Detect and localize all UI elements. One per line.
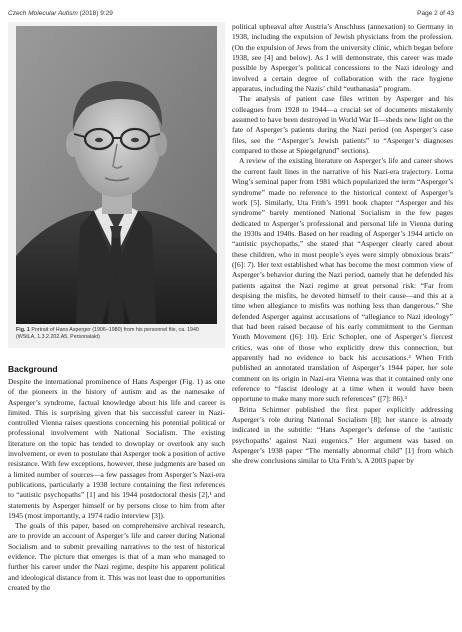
portrait-photo [16, 26, 217, 324]
figure-1 [8, 22, 225, 348]
running-head [8, 8, 454, 20]
portrait-illustration [16, 26, 217, 324]
figure-caption [16, 327, 217, 341]
paragraph: The goals of this paper, based on comprehensive archival research, are to provide an account of Asperger’s life and career during National Socialism and to submit prevailing narratives to the test of historical evidence. The picture that emerges is that of a man who managed to further his career under the Nazi regime, despite his apparent political and ideological distance from it. This was not least due to opportunities created by the [8, 521, 225, 592]
paragraph: Britta Schirmer published the first paper explicitly addressing Asperger’s role during National Socialism [8]; her stance is already indicated in the subtitle: “Hans Asperger’s defense of the ‘autistic psychopaths’ against Nazi eugenics.” Her argument was based on Asperger’s 1938 paper “The mentally abnormal child” [1] from which she drew conclusions similar to Uta Frith’s. A 2003 paper by [232, 404, 453, 466]
journal-name: Czech Molecular Autism [8, 10, 78, 17]
figure-caption-text: Portrait of Hans Asperger (1906–1980) from his personnel file, ca. 1940 (WStLA, 1.3.2.202.A5, Personalakt) [16, 327, 199, 341]
paragraph: Despite the international prominence of Hans Asperger (Fig. 1) as one of the pioneers in the history of autism and as the namesake of Asperger’s syndrome, factual knowledge about his life and career is limited. This is surprising given that his successful career in Nazi-controlled Vienna raises questions concerning his potential political or professional involvement with National Socialism. The existing literature on the topic has tended to downplay or overlook any such involvement, or even to postulate that Asperger took a position of active resistance. With few exceptions, however, these judgments are based on a limited number of sources—a few passages from Asperger’s Nazi-era publications, particularly a 1938 lecture containing the first references to “autistic psychopaths” [1] and his 1944 postdoctoral thesis [2],¹ and statements by Asperger himself or by persons close to him from after 1945 (most importantly, a 1974 radio interview [3]). [8, 377, 225, 520]
citation: (2018) 9:29 [79, 10, 113, 17]
paragraph: A review of the existing literature on Asperger’s life and career shows the current fault lines in the narrative of his Nazi-era trajectory. Lorna Wing’s seminal paper from 1981 which popularized the term “Asperger’s syndrome” made no reference to the historical context of Asperger’s work [5]. Similarly, Uta Frith’s 1991 book chapter “Asperger and his syndrome” barely mentioned National Socialism in the few pages dedicated to Asperger’s professional and personal life in Vienna during the 1930s and 1940s. Based on her reading of Asperger’s 1944 article on “autistic psychopaths,” she stated that “Asperger clearly cared about these children, who in most people’s eyes were simply obnoxious brats” ([6]: 7). Her text established what has become the most common view of Asperger’s behavior during the Nazi period, namely that he defended his patients against the Nazi regime at great personal risk: “Far from despising the misfits, he devoted himself to their cause—and this at a time when allegiance to misfits was nothing less than dangerous.” She defended Asperger against accusations of “allegiance to Nazi ideology” that had been raised because of his early commitment to the German Youth Movement ([6]: 10). Eric Schopler, one of Asperger’s fiercest critics, was one of those who explicitly drew this connection, but apparently had no evidence to back his accusations.² When Frith published an annotated translation of Asperger’s 1944 paper, her sole comment on its origin in Nazi-era Vienna was that it contained only one reference to “fascist ideology at a time when it would have been opportune to make many more such references” ([7]: 86).³ [232, 156, 453, 404]
paragraph: The analysis of patient case files written by Asperger and his colleagues from 1928 to 1944—a crucial set of documents mistakenly assumed to have been destroyed in World War II—sheds new light on the fate of Asperger’s patients during the Nazi period (on Asperger’s case files, see the “Asperger’s Jewish patients” to “Asperger’s diagnoses compared to those at Spiegelgrund” sections). [232, 94, 453, 156]
journal-citation [8, 10, 113, 17]
page-number: Page 2 of 43 [417, 10, 454, 17]
section-heading: Background [8, 364, 58, 374]
right-column [232, 22, 453, 467]
paragraph: political upheaval after Austria’s Anschluss (annexation) to Germany in 1938, including the expulsion of Jewish physicians from the profession. (On the expulsion of Jews from the university clinic, which began before 1938, see [4] and below). As I will demonstrate, this career was made possible by Asperger’s political concessions to the Nazi ideology and involved a certain degree of collaboration with the race hygiene apparatus, including the Nazis’ child “euthanasia” program. [232, 22, 453, 94]
left-column [8, 22, 225, 593]
figure-label: Fig. 1 [16, 327, 30, 333]
